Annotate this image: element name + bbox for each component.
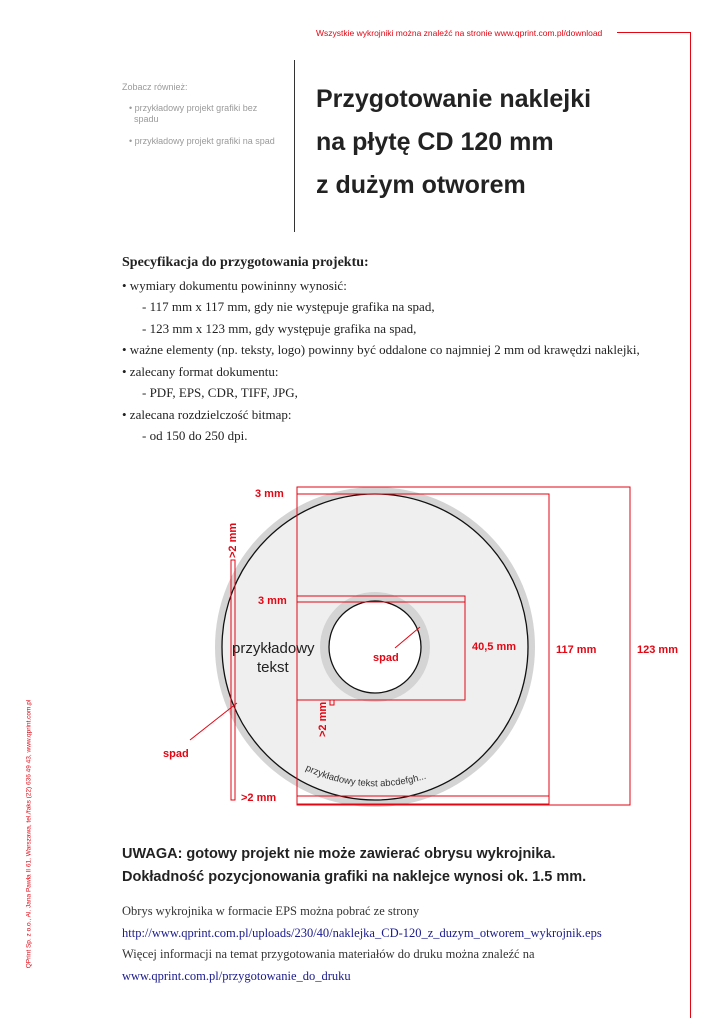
see-also-box: [122, 82, 282, 158]
eps-download-link[interactable]: http://www.qprint.com.pl/uploads/230/40/naklejka_CD-120_z_duzym_otworem_wykrojnik.eps: [122, 925, 602, 940]
label-2mm-top: >2 mm: [227, 522, 239, 558]
specification: [122, 252, 640, 447]
warning-line-1: UWAGA: gotowy projekt nie może zawierać obrysu wykrojnika.: [122, 846, 556, 862]
label-spad-inner: spad: [373, 652, 399, 664]
download-note[interactable]: Wszystkie wykrojniki można znaleźć na stronie www.qprint.com.pl/download: [316, 28, 603, 38]
spec-line: • zalecana rozdzielczość bitmap:: [122, 406, 292, 422]
label-3mm-inner: 3 mm: [258, 595, 287, 607]
label-2mm-inner: >2 mm: [317, 701, 329, 737]
see-also-link-no-bleed[interactable]: • przykładowy projekt grafiki bez spadu: [129, 103, 258, 124]
page-title: [316, 78, 591, 207]
label-2mm-bottom: >2 mm: [241, 792, 277, 804]
frame-line-top: [617, 32, 690, 33]
arc-sample-text-path: przykładowy tekst abcdefgh...: [303, 762, 428, 790]
spec-line: • wymiary dokumentu powininny wynosić:: [122, 277, 347, 293]
see-also-heading: Zobacz również:: [122, 82, 188, 92]
company-sidebar: [22, 680, 36, 987]
see-also-link-bleed[interactable]: • przykładowy projekt grafiki na spad: [129, 136, 275, 146]
label-spad-outer: spad: [163, 748, 189, 760]
warning-line-2: Dokładność pozycjonowania grafiki na naklejce wynosi ok. 1.5 mm.: [122, 869, 587, 885]
warning-block: [122, 843, 586, 889]
spec-line: - 123 mm x 123 mm, gdy występuje grafika na spad,: [142, 320, 417, 336]
spec-heading: Specyfikacja do przygotowania projektu:: [122, 255, 369, 270]
spec-line: - 117 mm x 117 mm, gdy nie występuje grafika na spad,: [142, 299, 435, 314]
sample-text-line-2: tekst: [257, 659, 289, 676]
spec-line: • ważne elementy (np. teksty, logo) powinny być oddalone co najmniej 2 mm od krawędzi naklejki,: [122, 342, 640, 357]
spec-line: - PDF, EPS, CDR, TIFF, JPG,: [142, 385, 298, 400]
label-3mm-top: 3 mm: [255, 488, 284, 500]
info-line-1: Obrys wykrojnika w formacie EPS można pobrać ze strony: [122, 904, 420, 918]
label-117-mm: 117 mm: [556, 644, 597, 656]
info-line-2: Więcej informacji na temat przygotowania materiałów do druku można znaleźć na: [122, 947, 535, 961]
spec-line: - od 150 do 250 dpi.: [142, 428, 248, 443]
title-line-2: na płytę CD 120 mm: [316, 128, 554, 156]
title-line-3: z dużym otworem: [316, 171, 526, 199]
hole-cut-line: [329, 601, 421, 693]
outer-spad-pointer: [190, 703, 237, 740]
sample-text-line-1: przykładowy: [232, 640, 315, 657]
label-40-5-mm: 40,5 mm: [472, 641, 517, 653]
title-line-1: Przygotowanie naklejki: [316, 85, 592, 113]
company-address-text: QPrint Sp. z o.o., Al. Jana Pawła II 61, Warszawa, tel./faks (22) 636 49 43, www.qprint.com.pl: [25, 699, 33, 968]
vertical-separator: [294, 60, 295, 232]
info-block: [122, 901, 602, 987]
print-prep-link[interactable]: www.qprint.com.pl/przygotowanie_do_druku: [122, 968, 351, 983]
spec-line: • zalecany format dokumentu:: [122, 363, 279, 379]
label-123-mm: 123 mm: [637, 644, 678, 656]
cd-label-diagram: [150, 475, 695, 815]
